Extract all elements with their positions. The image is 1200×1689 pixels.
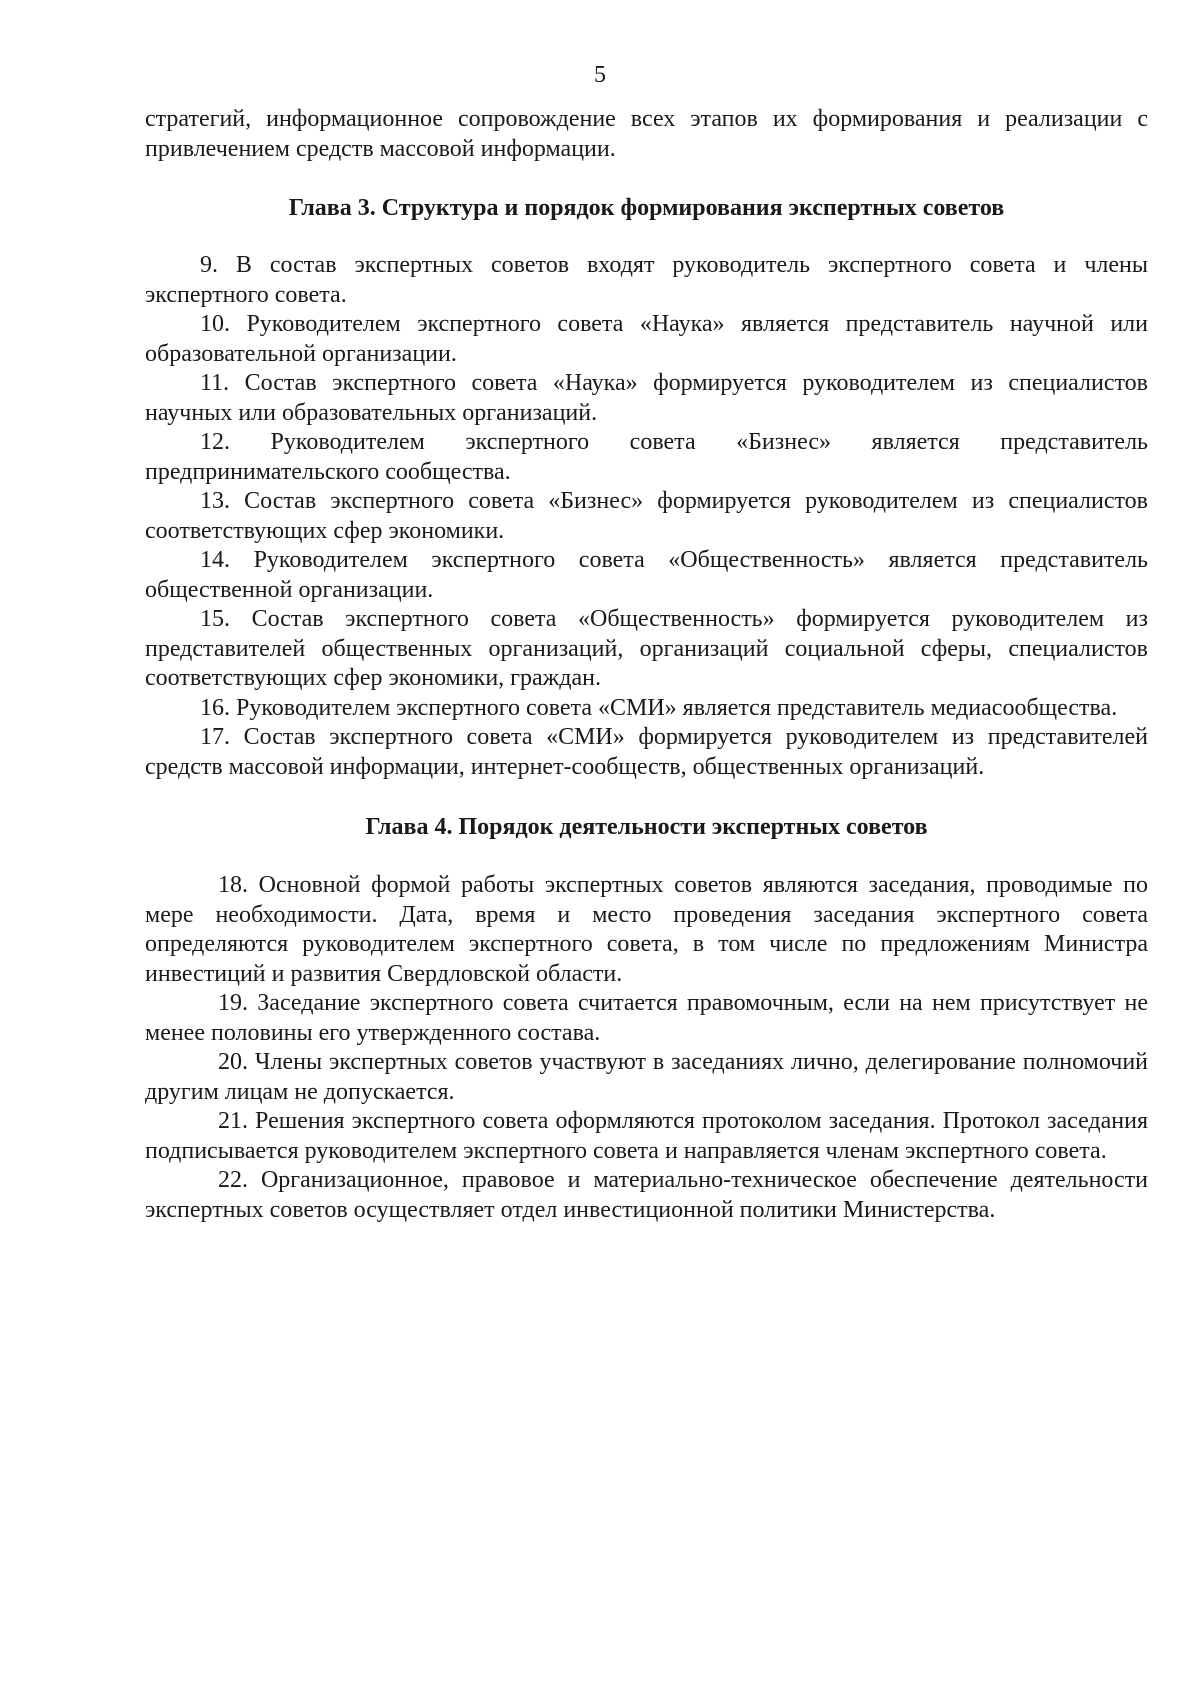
chapter-4-title: Глава 4. Порядок деятельности экспертных советов <box>365 814 928 840</box>
clause-16: 16. Руководителем экспертного совета «СМИ» является представитель медиасообщества. <box>200 694 1118 721</box>
page-number: 5 <box>594 62 606 88</box>
clause-14: 14. Руководителем экспертного совета «Общественность» является представитель общественной организации. <box>145 547 1148 603</box>
clause-18: 18. Основной формой работы экспертных советов являются заседания, проводимые по мере необходимости. Дата, время и место проведения заседания экспертного совета определяются руководителем экспертного совета, в том числе по предложениям Министра инвестиций и развития Свердловской области. <box>145 872 1148 987</box>
clause-21: 21. Решения экспертного совета оформляются протоколом заседания. Протокол заседания подписывается руководителем экспертного совета и направляется членам экспертного совета. <box>145 1108 1148 1164</box>
chapter-4-items <box>145 871 1148 1225</box>
clause-17: 17. Состав экспертного совета «СМИ» формируется руководителем из представителей средств массовой информации, интернет-сообществ, общественных организаций. <box>145 724 1148 780</box>
clause-13: 13. Состав экспертного совета «Бизнес» формируется руководителем из специалистов соответствующих сфер экономики. <box>145 488 1148 544</box>
clause-15: 15. Состав экспертного совета «Общественность» формируется руководителем из представителей общественных организаций, организаций социальной сферы, специалистов соответствующих сфер экономики, граждан. <box>145 606 1148 691</box>
chapter-3-items <box>145 251 1148 782</box>
clause-12: 12. Руководителем экспертного совета «Бизнес» является представитель предпринимательского сообщества. <box>145 429 1148 485</box>
document-body <box>145 105 1148 1225</box>
clause-19: 19. Заседание экспертного совета считается правомочным, если на нем присутствует не менее половины его утвержденного состава. <box>145 990 1148 1046</box>
clause-22: 22. Организационное, правовое и материально-техническое обеспечение деятельности экспертных советов осуществляет отдел инвестиционной политики Министерства. <box>145 1167 1148 1223</box>
clause-20: 20. Члены экспертных советов участвуют в заседаниях лично, делегирование полномочий другим лицам не допускается. <box>145 1049 1148 1105</box>
clause-11: 11. Состав экспертного совета «Наука» формируется руководителем из специалистов научных или образовательных организаций. <box>145 370 1148 426</box>
clause-9: 9. В состав экспертных советов входят руководитель экспертного совета и члены экспертного совета. <box>145 252 1148 308</box>
clause-10: 10. Руководителем экспертного совета «Наука» является представитель научной или образовательной организации. <box>145 311 1148 367</box>
intro-paragraph: стратегий, информационное сопровождение всех этапов их формирования и реализации с привлечением средств массовой информации. <box>145 106 1148 162</box>
chapter-3-title: Глава 3. Структура и порядок формирования экспертных советов <box>288 195 1005 221</box>
